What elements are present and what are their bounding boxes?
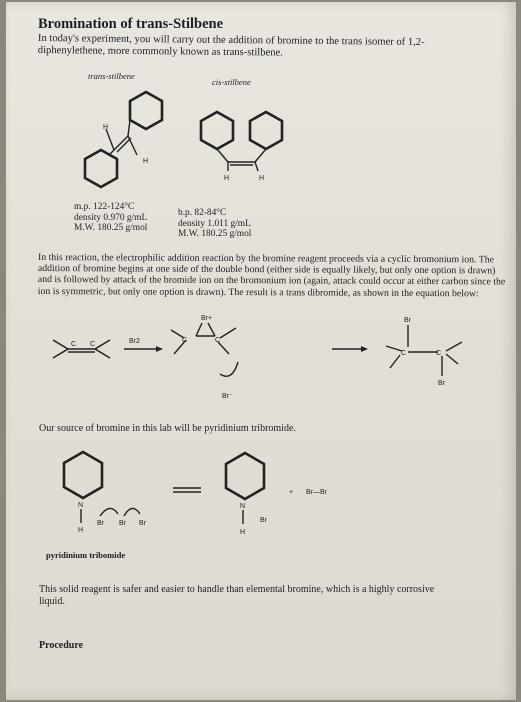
pyridinium-ring-2: [226, 453, 264, 499]
pyr1-n: N: [78, 502, 84, 509]
trans-stilbene-structure: [85, 92, 162, 187]
br2-molecule: Br—Br: [306, 489, 327, 496]
pyr2-br: Br: [260, 517, 267, 524]
pyridinium-scheme: [64, 452, 328, 536]
trans-lower-ring: [85, 150, 117, 187]
cis-bond-b: [255, 149, 266, 162]
product-c1: C: [401, 350, 407, 357]
pyr2-n: N: [240, 503, 246, 510]
trans-properties: [74, 202, 147, 234]
cis-density: density 1.011 g/mL: [178, 218, 251, 229]
cis-left-ring: [201, 112, 233, 149]
pyridinium-ring-1: [64, 452, 102, 498]
safety-paragraph: This solid reagent is safer and easier to handle than elemental bromine, which is a highly corrosive liquid.: [39, 584, 435, 607]
trans-bond-a: [128, 120, 130, 136]
cis-mw: M.W. 180.25 g/mol: [178, 229, 252, 239]
cis-properties: [178, 208, 251, 240]
mechanism-paragraph: In this reaction, the electrophilic addition reaction by the bromine reagent proceeds via a cyclic bromonium ion. The addition of bromine begins at one side of the double bond (either side is equally likely, but only one option is drawn) and is followed by attack of the bromide ion on the bromonium ion (again, attack could occur at either carbon since the ion is symmetric, but only one option is drawn). The result is a trans dibromide, as shown in the equation below:: [37, 252, 506, 299]
cis-bond-a: [217, 149, 228, 162]
alkene-c2: C: [90, 341, 96, 348]
cis-right-ring: [250, 112, 282, 149]
product-c2: C: [436, 350, 442, 357]
pyridinium-label: pyridinium tribomide: [46, 550, 126, 560]
trans-upper-ring: [130, 92, 162, 129]
trans-stilbene-label: trans-stilbene: [88, 71, 135, 81]
alkene-c1: C: [71, 341, 77, 348]
pyr1-br1: Br: [97, 520, 104, 527]
trans-h-bond: [128, 136, 137, 155]
trans-h-top: H: [103, 124, 109, 131]
trans-mw: M.W. 180.25 g/mol: [74, 223, 148, 233]
bromonium-br: Br+: [201, 315, 213, 322]
trans-mp: m.p. 122-124°C: [74, 202, 135, 212]
bromonium-c2: C: [215, 337, 221, 344]
bromonium-c1: C: [182, 337, 188, 344]
page-title: Bromination of trans-Stilbene: [38, 16, 224, 32]
trans-h-bond-2: [106, 129, 114, 150]
reaction-scheme: [53, 315, 462, 400]
pyr1-br3: Br: [139, 520, 146, 527]
plus-sign: +: [289, 489, 294, 496]
product-br-top: Br: [404, 317, 411, 324]
trans-h-bottom: H: [143, 158, 149, 165]
cis-h-bond-2: [255, 162, 258, 171]
document-page: [6, 2, 516, 700]
pyr1-h: H: [78, 527, 84, 534]
product-br-bottom: Br: [438, 380, 445, 387]
intro-paragraph: In today's experiment, you will carry out the addition of bromine to the trans isomer of 1,2-diphenylethene, more commonly known as trans-stilbene.: [37, 33, 425, 59]
pyr2-h: H: [240, 529, 246, 536]
procedure-heading: Procedure: [39, 640, 84, 651]
trans-bond-b: [110, 150, 114, 154]
trans-density: density 0.970 g/mL: [74, 212, 148, 223]
pyr1-br2: Br: [119, 520, 126, 527]
cis-h-left: H: [224, 175, 230, 182]
cis-stilbene-label: cis-stilbene: [212, 77, 251, 87]
arrow-br2: Br2: [129, 338, 140, 345]
cis-bp: b.p. 82-84°C: [178, 208, 227, 218]
cis-stilbene-structure: [201, 112, 282, 182]
cis-h-right: H: [259, 175, 265, 182]
bromide-ion: Br⁻: [222, 393, 233, 400]
bromine-source-text: Our source of bromine in this lab will be pyridinium tribromide.: [39, 423, 296, 434]
